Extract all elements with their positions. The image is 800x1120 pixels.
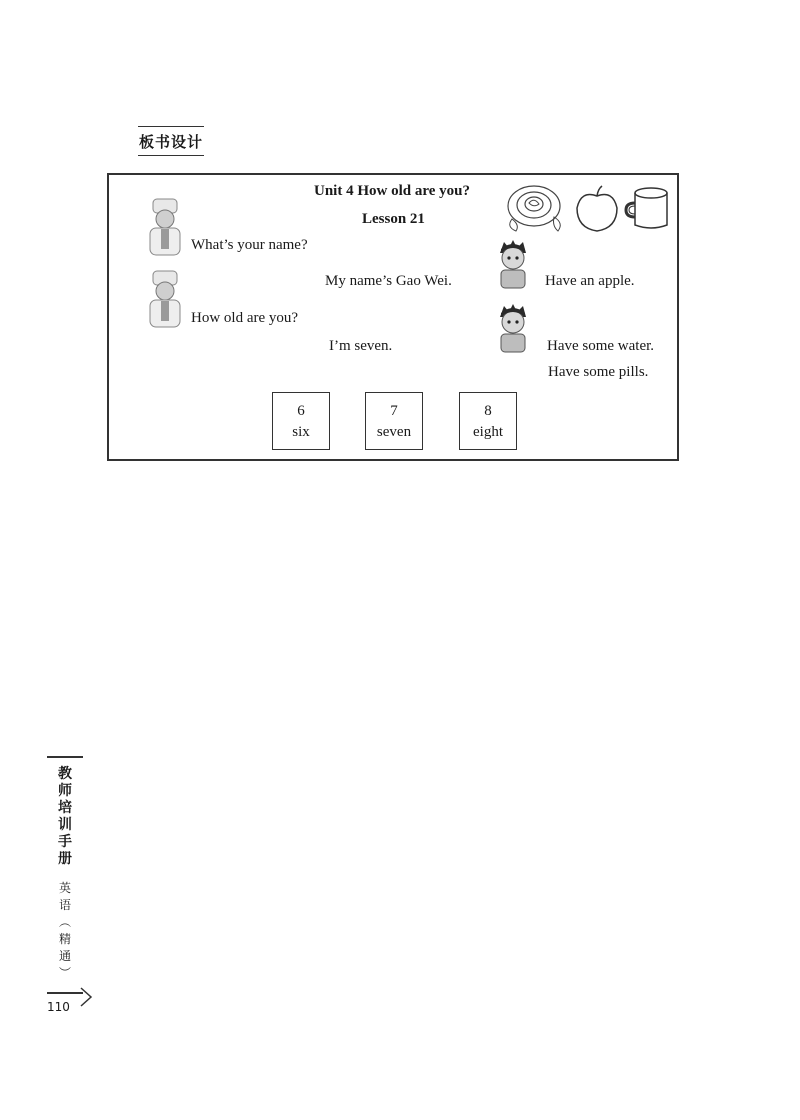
number-card-six [272,392,330,450]
sidebar-char: ︵ [58,915,71,929]
apple-icon [571,184,623,234]
response-water: Have some water. [547,338,655,354]
sidebar-book-title [47,756,83,982]
sidebar-char: ︶ [58,966,71,980]
sidebar-char: 英 [58,881,71,895]
sidebar-char: 通 [58,949,71,963]
mug-icon [623,185,673,233]
number-word: six [292,424,310,440]
sidebar-char: 培 [58,800,72,816]
number-card-seven [365,392,423,450]
number-digit: 8 [484,403,492,419]
unit-title: Unit 4 How old are you? [314,183,470,199]
sidebar-subtitle [47,880,83,982]
blackboard-design-box [107,173,679,461]
lesson-title: Lesson 21 [362,211,425,227]
number-card-eight [459,392,517,450]
number-digit: 7 [390,403,398,419]
number-word: seven [376,424,412,440]
sidebar-char: 手 [58,834,72,850]
rose-icon [502,181,566,235]
answer-name: My name’s Gao Wei. [325,273,452,289]
doctor-figure-icon [147,267,187,329]
sidebar-char: 教 [58,766,72,782]
sidebar-char: 精 [58,932,71,946]
sidebar-char: 语 [58,898,71,912]
number-word: eight [473,424,503,440]
question-name: What’s your name? [191,237,308,253]
section-title: 板书设计 [138,126,204,156]
boy-figure-icon [495,239,531,289]
sidebar-char: 训 [58,817,72,833]
sidebar-char: 册 [58,851,72,867]
chevron-right-icon [78,985,94,1009]
sidebar-main-title [47,766,83,868]
boy-figure-icon [495,303,531,353]
answer-age: I’m seven. [329,338,393,354]
sidebar-char: 师 [58,783,72,799]
response-apple: Have an apple. [545,273,635,289]
number-digit: 6 [297,403,305,419]
response-pills: Have some pills. [548,364,649,380]
page-number: 110 [47,992,83,1014]
question-age: How old are you? [191,310,299,326]
doctor-figure-icon [147,195,187,257]
